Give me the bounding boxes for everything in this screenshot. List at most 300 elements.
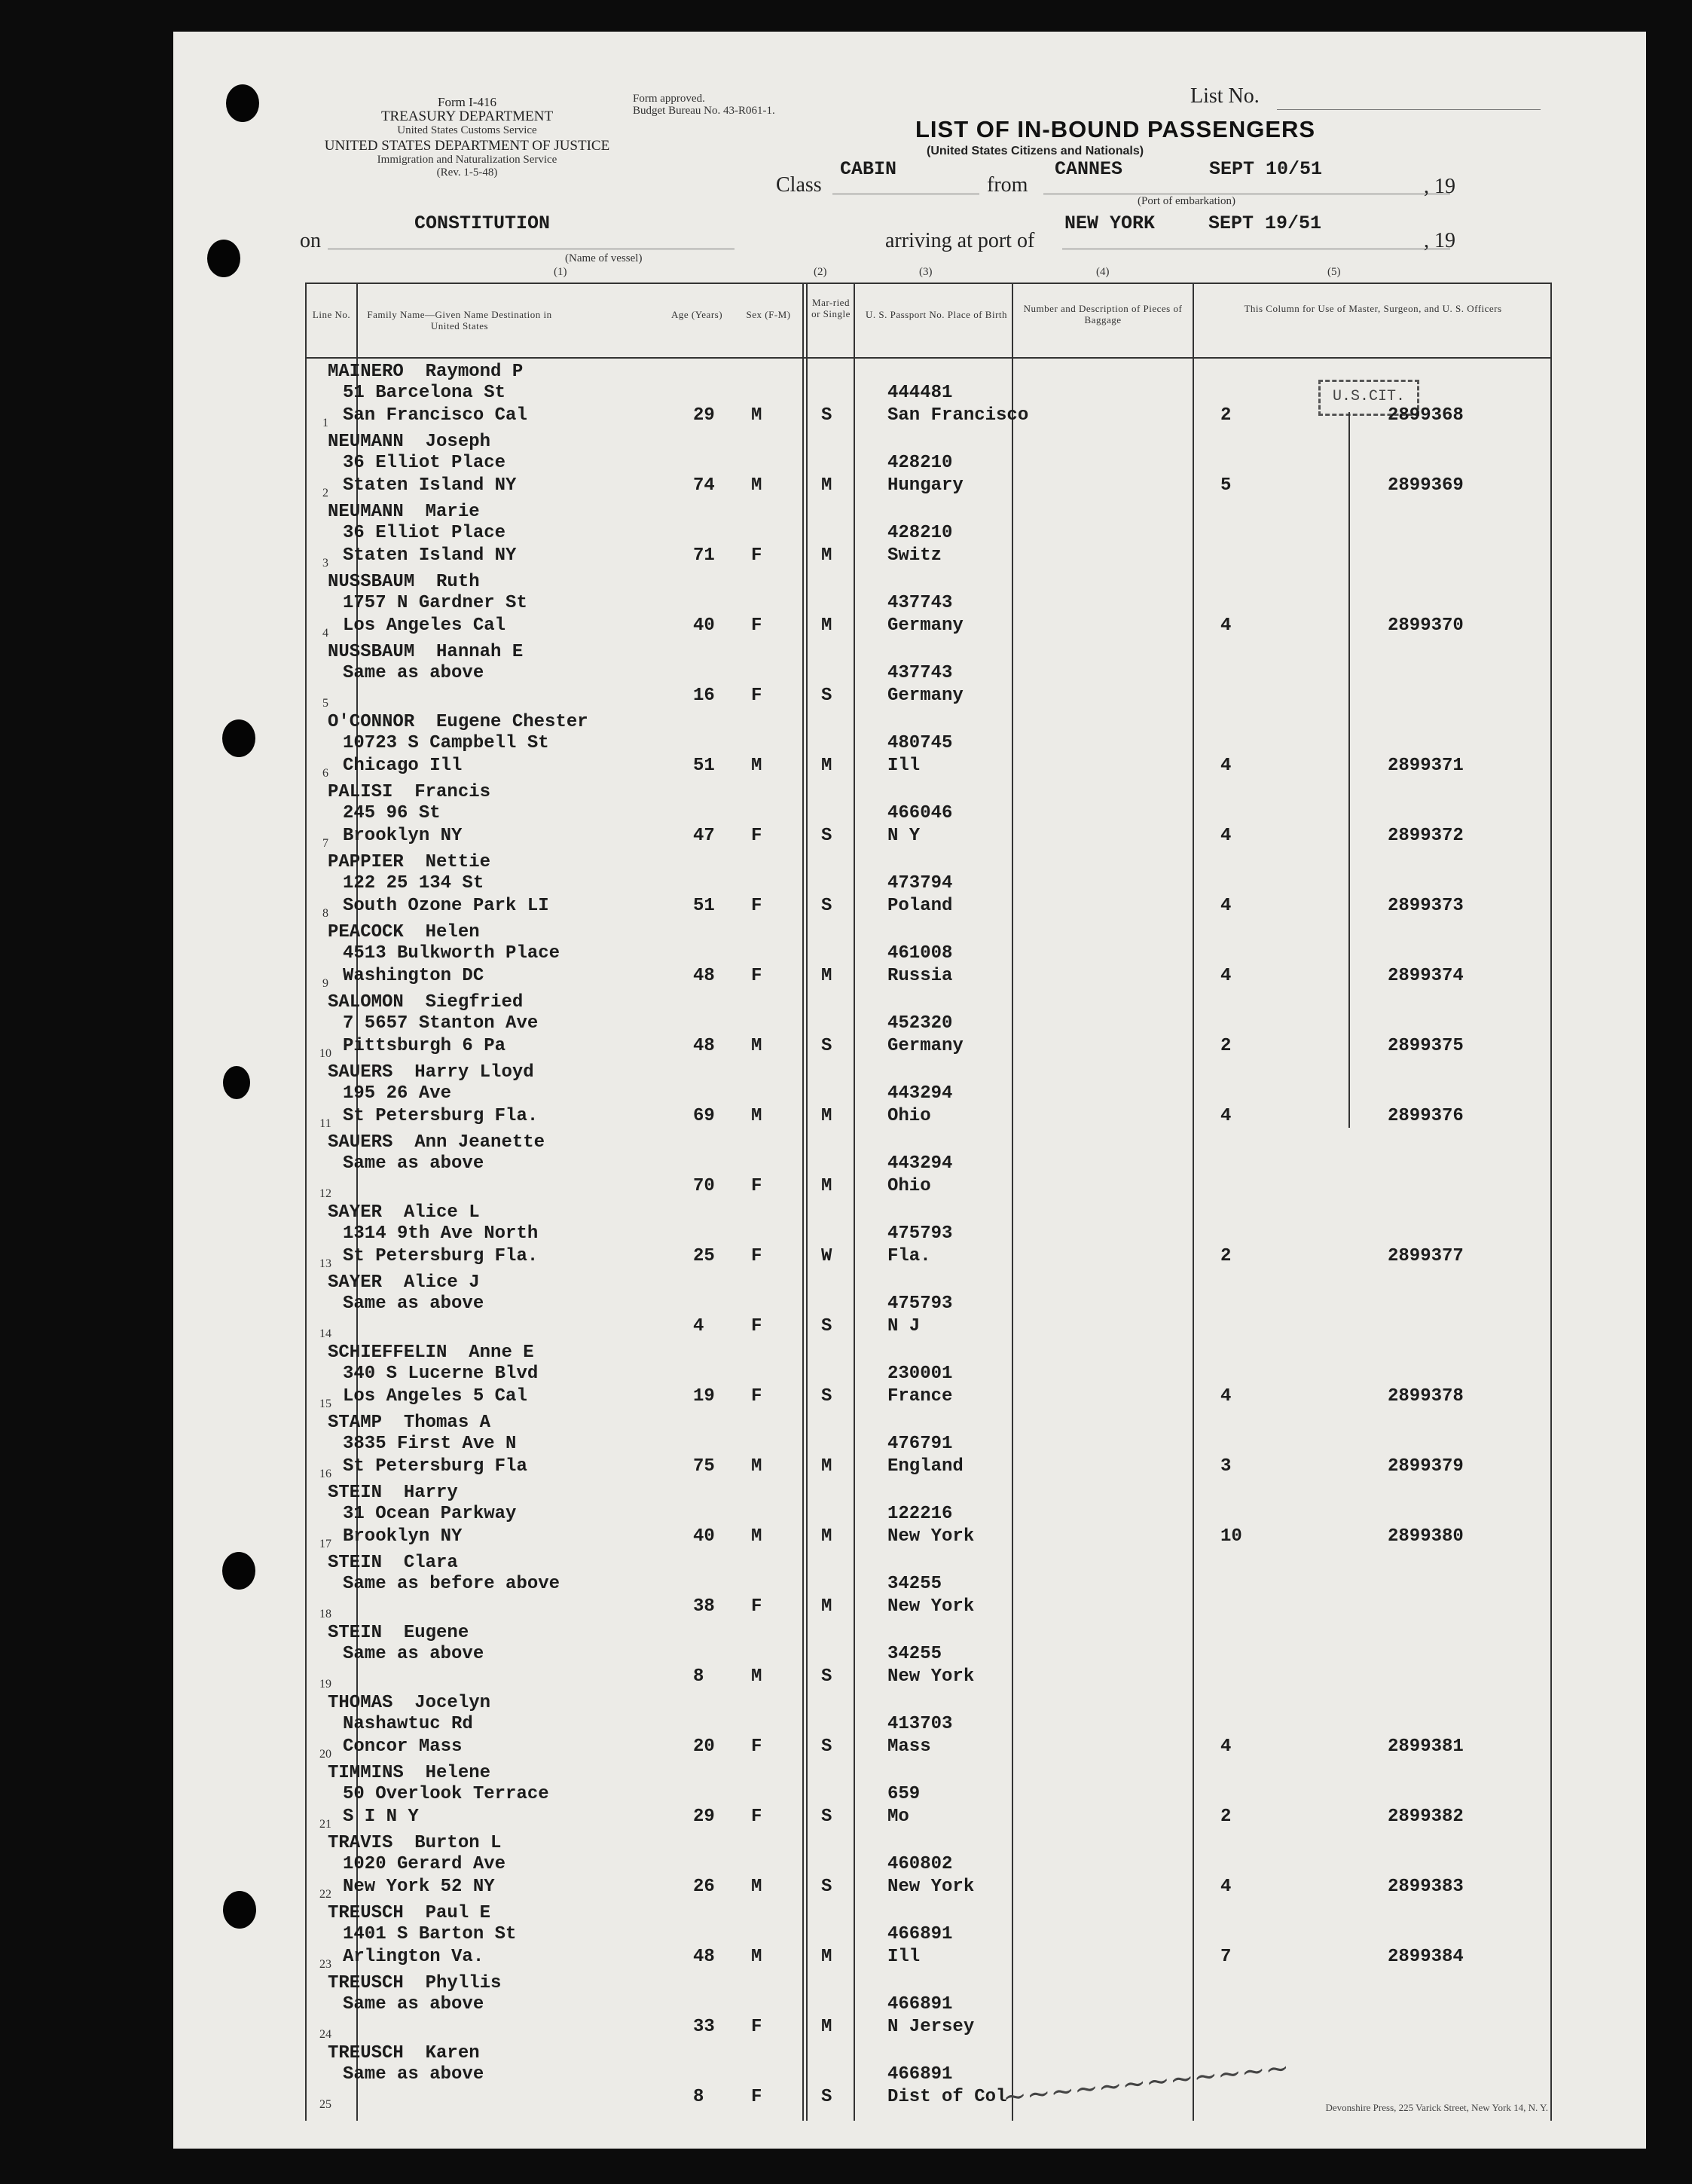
address-line-1: 3835 First Ave N <box>343 1434 517 1454</box>
passport-number: 428210 <box>887 453 953 473</box>
class-label: Class <box>776 173 822 197</box>
age: 8 <box>693 1666 704 1687</box>
marital-status: S <box>821 1666 832 1687</box>
column-number-2: (2) <box>814 266 827 278</box>
passenger-name: NUSSBAUM Hannah E <box>328 642 524 662</box>
from-port: CANNES <box>1055 158 1123 180</box>
passenger-name: STEIN Harry <box>328 1483 458 1503</box>
place-of-birth: Dist of Col <box>887 2087 1007 2107</box>
place-of-birth: N J <box>887 1316 921 1336</box>
age: 75 <box>693 1456 715 1477</box>
sex: F <box>751 1737 762 1757</box>
table-row <box>305 359 1552 429</box>
address-line-1: 50 Overlook Terrace <box>343 1784 549 1804</box>
passenger-name: TREUSCH Karen <box>328 2043 480 2063</box>
table-row <box>305 1129 1552 1199</box>
table-row <box>305 779 1552 849</box>
address-line-1: 4513 Bulkworth Place <box>343 943 560 964</box>
passport-number: 466891 <box>887 2064 953 2085</box>
class-value: CABIN <box>840 158 897 180</box>
line-number: 14 <box>319 1327 331 1340</box>
address-line-2: Staten Island NY <box>343 475 517 496</box>
table-row <box>305 1970 1552 2040</box>
passport-number: 466046 <box>887 803 953 823</box>
passport-number: 413703 <box>887 1714 953 1734</box>
sex: M <box>751 1036 762 1056</box>
marital-status: M <box>821 1456 832 1477</box>
passenger-name: NEUMANN Joseph <box>328 432 491 452</box>
place-of-birth: New York <box>887 1596 975 1617</box>
table-top-border <box>305 283 1552 284</box>
line-number: 2 <box>322 487 328 499</box>
column-number-4: (4) <box>1096 266 1110 278</box>
marital-status: S <box>821 1036 832 1056</box>
age: 38 <box>693 1596 715 1617</box>
place-of-birth: Ill <box>887 756 921 776</box>
header-age: Age (Years) <box>670 309 723 320</box>
passport-number: 443294 <box>887 1153 953 1174</box>
line-number: 6 <box>322 767 328 780</box>
officer-code: 2899384 <box>1388 1947 1464 1967</box>
list-no-line <box>1277 109 1541 110</box>
marital-status: M <box>821 545 832 566</box>
year-label-2: , 19 <box>1424 229 1455 252</box>
place-of-birth: N Y <box>887 826 921 846</box>
marital-status: M <box>821 756 832 776</box>
place-of-birth: Ill <box>887 1947 921 1967</box>
table-row <box>305 569 1552 639</box>
binder-hole <box>226 84 259 122</box>
passport-number: 437743 <box>887 593 953 613</box>
passenger-name: TIMMINS Helene <box>328 1763 491 1783</box>
age: 29 <box>693 405 715 426</box>
address-line-2: S I N Y <box>343 1807 419 1827</box>
table-row <box>305 1620 1552 1690</box>
line-number: 22 <box>319 1888 331 1901</box>
age: 48 <box>693 1036 715 1056</box>
passport-number: 122216 <box>887 1504 953 1524</box>
place-of-birth: England <box>887 1456 964 1477</box>
column-number-5: (5) <box>1327 266 1341 278</box>
passport-number: 452320 <box>887 1013 953 1034</box>
age: 29 <box>693 1807 715 1827</box>
age: 26 <box>693 1877 715 1897</box>
marital-status: S <box>821 1877 832 1897</box>
revision: (Rev. 1-5-48) <box>436 166 498 179</box>
table-row <box>305 1690 1552 1760</box>
signature: ~~~~~~~~~~~~ <box>1000 2051 1291 2114</box>
address-line-1: 1314 9th Ave North <box>343 1223 539 1244</box>
address-line-1: Same as before above <box>343 1574 560 1594</box>
table-row <box>305 1410 1552 1480</box>
list-no-label: List No. <box>1190 84 1260 108</box>
address-line-2: Staten Island NY <box>343 545 517 566</box>
passenger-name: O'CONNOR Eugene Chester <box>328 712 588 732</box>
officer-code: 2899375 <box>1388 1036 1464 1056</box>
address-line-1: Same as above <box>343 1153 484 1174</box>
age: 8 <box>693 2087 704 2107</box>
table-row <box>305 919 1552 989</box>
header-line-no: Line No. <box>312 309 351 320</box>
passenger-name: STEIN Clara <box>328 1553 458 1573</box>
passport-number: 444481 <box>887 383 953 403</box>
place-of-birth: New York <box>887 1877 975 1897</box>
table-row <box>305 1339 1552 1410</box>
line-number: 12 <box>319 1187 331 1200</box>
marital-status: M <box>821 966 832 986</box>
baggage-count: 10 <box>1220 1526 1242 1547</box>
marital-status: S <box>821 1386 832 1407</box>
table-row <box>305 1269 1552 1339</box>
line-number: 16 <box>319 1468 331 1480</box>
passenger-name: PEACOCK Helen <box>328 922 480 942</box>
officer-code: 2899377 <box>1388 1246 1464 1266</box>
marital-status: M <box>821 1176 832 1196</box>
marital-status: M <box>821 475 832 496</box>
officer-code: 2899374 <box>1388 966 1464 986</box>
address-line-1: 340 S Lucerne Blvd <box>343 1364 539 1384</box>
sex: F <box>751 545 762 566</box>
passenger-name: SAUERS Harry Lloyd <box>328 1062 534 1083</box>
age: 51 <box>693 756 715 776</box>
line-number: 1 <box>322 417 328 429</box>
header-sex: Sex (F-M) <box>746 309 791 320</box>
sex: F <box>751 966 762 986</box>
baggage-count: 2 <box>1220 1807 1232 1827</box>
age: 48 <box>693 966 715 986</box>
place-of-birth: Germany <box>887 1036 964 1056</box>
sex: F <box>751 1246 762 1266</box>
address-line-1: 36 Elliot Place <box>343 523 506 543</box>
passport-number: 480745 <box>887 733 953 753</box>
table-row <box>305 1830 1552 1900</box>
marital-status: S <box>821 686 832 706</box>
passenger-name: PAPPIER Nettie <box>328 852 491 872</box>
table-row <box>305 639 1552 709</box>
sex: F <box>751 1386 762 1407</box>
printer-footer: Devonshire Press, 225 Varick Street, New York 14, N. Y. <box>1325 2102 1548 2113</box>
baggage-count: 3 <box>1220 1456 1232 1477</box>
sex: F <box>751 1176 762 1196</box>
address-line-2: Washington DC <box>343 966 484 986</box>
manifest-sheet <box>173 32 1646 2149</box>
vessel-name: CONSTITUTION <box>414 212 551 234</box>
passport-number: 475793 <box>887 1294 953 1314</box>
treasury-dept: TREASURY DEPARTMENT <box>380 108 554 124</box>
passenger-name: STEIN Eugene <box>328 1623 469 1643</box>
address-line-1: 1401 S Barton St <box>343 1924 517 1944</box>
line-number: 20 <box>319 1748 331 1761</box>
baggage-count: 2 <box>1220 405 1232 426</box>
sex: M <box>751 475 762 496</box>
age: 20 <box>693 1737 715 1757</box>
place-of-birth: Russia <box>887 966 953 986</box>
address-line-2: St Petersburg Fla. <box>343 1246 539 1266</box>
passenger-name: SAYER Alice J <box>328 1272 480 1293</box>
line-number: 3 <box>322 557 328 570</box>
address-line-1: 1020 Gerard Ave <box>343 1854 506 1874</box>
officer-code: 2899376 <box>1388 1106 1464 1126</box>
marital-status: M <box>821 1106 832 1126</box>
age: 4 <box>693 1316 704 1336</box>
address-line-2: Los Angeles 5 Cal <box>343 1386 527 1407</box>
address-line-2: Brooklyn NY <box>343 826 463 846</box>
passenger-name: PALISI Francis <box>328 782 491 802</box>
port-embarkation-label: (Port of embarkation) <box>1138 195 1235 207</box>
table-row <box>305 1059 1552 1129</box>
line-number: 21 <box>319 1818 331 1831</box>
passenger-name: TREUSCH Phyllis <box>328 1973 502 1993</box>
table-row <box>305 429 1552 499</box>
marital-status: S <box>821 896 832 916</box>
arriving-label: arriving at port of <box>885 229 1035 252</box>
form-title: LIST OF IN-BOUND PASSENGERS <box>915 116 1316 142</box>
sex: M <box>751 1877 762 1897</box>
baggage-count: 7 <box>1220 1947 1232 1967</box>
line-number: 25 <box>319 2098 331 2111</box>
marital-status: S <box>821 1316 832 1336</box>
baggage-count: 4 <box>1220 615 1232 636</box>
year-label-1: , 19 <box>1424 175 1455 198</box>
baggage-count: 4 <box>1220 1106 1232 1126</box>
place-of-birth: Hungary <box>887 475 964 496</box>
address-line-1: Same as above <box>343 2064 484 2085</box>
passenger-name: SCHIEFFELIN Anne E <box>328 1342 534 1363</box>
baggage-count: 4 <box>1220 826 1232 846</box>
place-of-birth: Mo <box>887 1807 909 1827</box>
header-baggage: Number and Description of Pieces of Baggage <box>1023 303 1183 325</box>
place-of-birth: Ohio <box>887 1176 931 1196</box>
table-row <box>305 1760 1552 1830</box>
address-line-1: 1757 N Gardner St <box>343 593 527 613</box>
sex: F <box>751 686 762 706</box>
age: 74 <box>693 475 715 496</box>
binder-hole <box>222 1552 255 1590</box>
binder-hole <box>207 240 240 277</box>
address-line-2: Pittsburgh 6 Pa <box>343 1036 506 1056</box>
arrival-port: NEW YORK <box>1064 212 1156 234</box>
officer-code: 2899371 <box>1388 756 1464 776</box>
address-line-1: Same as above <box>343 1294 484 1314</box>
passport-number: 473794 <box>887 873 953 893</box>
line-number: 7 <box>322 837 328 850</box>
passenger-name: NUSSBAUM Ruth <box>328 572 480 592</box>
marital-status: M <box>821 2017 832 2037</box>
address-line-2: Brooklyn NY <box>343 1526 463 1547</box>
place-of-birth: Poland <box>887 896 953 916</box>
place-of-birth: Germany <box>887 615 964 636</box>
passenger-name: STAMP Thomas A <box>328 1413 491 1433</box>
passport-number: 466891 <box>887 1924 953 1944</box>
marital-status: S <box>821 405 832 426</box>
header-officers: This Column for Use of Master, Surgeon, and U. S. Officers <box>1244 303 1502 314</box>
form-approved: Form approved. <box>633 93 705 105</box>
passenger-name: MAINERO Raymond P <box>328 362 524 382</box>
address-line-2: Los Angeles Cal <box>343 615 506 636</box>
age: 69 <box>693 1106 715 1126</box>
budget-bureau: Budget Bureau No. 43-R061-1. <box>633 105 775 117</box>
marital-status: S <box>821 1737 832 1757</box>
place-of-birth: Switz <box>887 545 942 566</box>
address-line-1: 10723 S Campbell St <box>343 733 549 753</box>
line-number: 24 <box>319 2028 331 2041</box>
passenger-name: SAYER Alice L <box>328 1202 480 1223</box>
officer-code: 2899373 <box>1388 896 1464 916</box>
header-name: Family Name—Given Name Destination in United States <box>367 309 552 331</box>
line-number: 13 <box>319 1257 331 1270</box>
line-number: 5 <box>322 697 328 710</box>
form-number: Form I-416 <box>438 95 496 109</box>
sex: F <box>751 2087 762 2107</box>
table-row <box>305 1550 1552 1620</box>
line-number: 9 <box>322 977 328 990</box>
place-of-birth: Germany <box>887 686 964 706</box>
place-of-birth: Ohio <box>887 1106 931 1126</box>
place-of-birth: San Francisco <box>887 405 1029 426</box>
marital-status: M <box>821 1947 832 1967</box>
passenger-name: SAUERS Ann Jeanette <box>328 1132 545 1153</box>
passport-number: 659 <box>887 1784 921 1804</box>
officer-code: 2899380 <box>1388 1526 1464 1547</box>
passport-number: 34255 <box>887 1574 942 1594</box>
passenger-name: SALOMON Siegfried <box>328 992 524 1013</box>
binder-hole <box>223 1891 256 1929</box>
address-line-1: Same as above <box>343 663 484 683</box>
officer-code: 2899369 <box>1388 475 1464 496</box>
sex: M <box>751 756 762 776</box>
baggage-count: 5 <box>1220 475 1232 496</box>
passport-number: 437743 <box>887 663 953 683</box>
table-row <box>305 709 1552 779</box>
address-line-2: St Petersburg Fla <box>343 1456 527 1477</box>
address-line-1: 51 Barcelona St <box>343 383 506 403</box>
address-line-1: Same as above <box>343 1994 484 2014</box>
officer-code: 2899372 <box>1388 826 1464 846</box>
marital-status: M <box>821 1526 832 1547</box>
table-row <box>305 499 1552 569</box>
marital-status: M <box>821 615 832 636</box>
baggage-count: 4 <box>1220 1737 1232 1757</box>
passport-number: 34255 <box>887 1644 942 1664</box>
passenger-name: TRAVIS Burton L <box>328 1833 502 1853</box>
table-row <box>305 1199 1552 1269</box>
officer-code: 2899382 <box>1388 1807 1464 1827</box>
table-row <box>305 849 1552 919</box>
address-line-2: St Petersburg Fla. <box>343 1106 539 1126</box>
customs-service: United States Customs Service <box>397 124 537 136</box>
line-number: 8 <box>322 907 328 920</box>
binder-hole <box>223 1066 250 1099</box>
baggage-count: 4 <box>1220 1877 1232 1897</box>
marital-status: S <box>821 2087 832 2107</box>
officer-code: 2899379 <box>1388 1456 1464 1477</box>
column-number-1: (1) <box>554 266 567 278</box>
table-row <box>305 1900 1552 1970</box>
sex: F <box>751 1807 762 1827</box>
marital-status: S <box>821 826 832 846</box>
age: 16 <box>693 686 715 706</box>
passport-number: 460802 <box>887 1854 953 1874</box>
passport-number: 466891 <box>887 1994 953 2014</box>
table-row <box>305 2040 1552 2110</box>
address-line-2: San Francisco Cal <box>343 405 527 426</box>
marital-status: S <box>821 1807 832 1827</box>
from-date: SEPT 10/51 <box>1209 158 1323 180</box>
line-number: 23 <box>319 1958 331 1971</box>
us-citizen-stamp: U.S.CIT. <box>1318 380 1419 416</box>
sex: F <box>751 1596 762 1617</box>
address-line-2: Concor Mass <box>343 1737 463 1757</box>
passport-number: 475793 <box>887 1223 953 1244</box>
age: 40 <box>693 1526 715 1547</box>
baggage-count: 4 <box>1220 756 1232 776</box>
sex: F <box>751 826 762 846</box>
officer-code: 2899378 <box>1388 1386 1464 1407</box>
officer-code: 2899368 <box>1388 405 1464 426</box>
baggage-count: 2 <box>1220 1246 1232 1266</box>
passport-number: 443294 <box>887 1083 953 1104</box>
age: 48 <box>693 1947 715 1967</box>
place-of-birth: Fla. <box>887 1246 931 1266</box>
vessel-name-label: (Name of vessel) <box>565 252 643 264</box>
baggage-count: 4 <box>1220 1386 1232 1407</box>
baggage-count: 2 <box>1220 1036 1232 1056</box>
baggage-count: 4 <box>1220 966 1232 986</box>
justice-dept: UNITED STATES DEPARTMENT OF JUSTICE <box>324 138 610 154</box>
line-number: 17 <box>319 1538 331 1550</box>
passport-number: 461008 <box>887 943 953 964</box>
address-line-1: 7 5657 Stanton Ave <box>343 1013 539 1034</box>
address-line-1: 122 25 134 St <box>343 873 484 893</box>
baggage-count: 4 <box>1220 896 1232 916</box>
address-line-1: Same as above <box>343 1644 484 1664</box>
header-passport: U. S. Passport No. Place of Birth <box>865 309 1008 320</box>
address-line-1: Nashawtuc Rd <box>343 1714 473 1734</box>
sex: M <box>751 1456 762 1477</box>
age: 19 <box>693 1386 715 1407</box>
sex: M <box>751 1526 762 1547</box>
age: 25 <box>693 1246 715 1266</box>
header-married: Mar-ried or Single <box>811 297 851 319</box>
column-number-3: (3) <box>919 266 933 278</box>
address-line-2: Chicago Ill <box>343 756 463 776</box>
address-line-2: New York 52 NY <box>343 1877 495 1897</box>
on-label: on <box>300 229 321 252</box>
place-of-birth: N Jersey <box>887 2017 975 2037</box>
sex: M <box>751 1947 762 1967</box>
line-number: 11 <box>319 1117 331 1130</box>
immigration-service: Immigration and Naturalization Service <box>377 154 557 166</box>
officer-code: 2899381 <box>1388 1737 1464 1757</box>
place-of-birth: New York <box>887 1666 975 1687</box>
address-line-1: 245 96 St <box>343 803 441 823</box>
officer-code: 2899383 <box>1388 1877 1464 1897</box>
table-row <box>305 1480 1552 1550</box>
sex: M <box>751 405 762 426</box>
age: 33 <box>693 2017 715 2037</box>
passenger-name: NEUMANN Marie <box>328 502 480 522</box>
marital-status: W <box>821 1246 832 1266</box>
passport-number: 428210 <box>887 523 953 543</box>
sex: M <box>751 1106 762 1126</box>
place-of-birth: France <box>887 1386 953 1407</box>
age: 51 <box>693 896 715 916</box>
line-number: 10 <box>319 1047 331 1060</box>
passenger-name: THOMAS Jocelyn <box>328 1693 491 1713</box>
passport-number: 476791 <box>887 1434 953 1454</box>
table-row <box>305 989 1552 1059</box>
line-number: 19 <box>319 1678 331 1691</box>
